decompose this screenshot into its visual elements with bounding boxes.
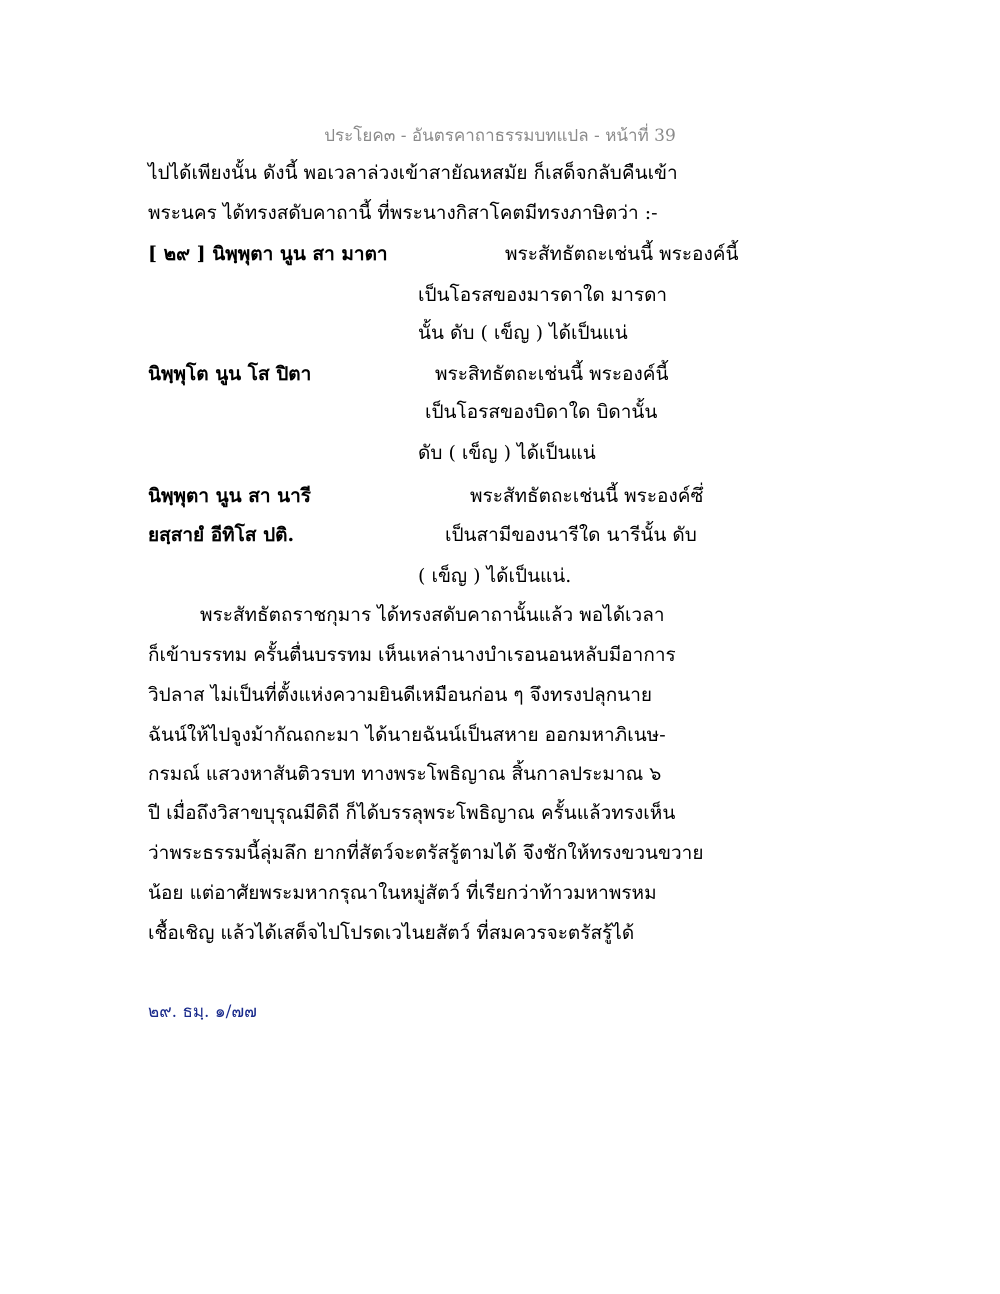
body-line-7: ว่าพระธรรมนี้ลุ่มลึก ยากที่สัตว์จะตรัสรู้ตามได้ จึงชักให้ทรงขวนขวาย: [148, 842, 704, 864]
verse-pali-3a: นิพฺพุตา นูน สา นารี: [148, 485, 311, 507]
verse-translation-1a: พระสัทธัตถะเช่นนี้ พระองค์นี้: [505, 243, 739, 265]
verse-translation-1c: นั้น ดับ ( เข็ญ ) ได้เป็นแน่: [418, 322, 628, 344]
verse-pali-2: นิพฺพุโต นูน โส ปิตา: [148, 363, 312, 385]
verse-pali-3b: ยสฺสายํ อีทิโส ปติ.: [148, 524, 295, 546]
body-line-5: กรมณ์ แสวงหาสันติวรบท ทางพระโพธิญาณ สิ้นกาลประมาณ ๖: [148, 763, 662, 785]
body-line-6: ปี เมื่อถึงวิสาขบุรุณมีดิถี ก็ได้บรรลุพระโพธิญาณ ครั้นแล้วทรงเห็น: [148, 802, 676, 824]
verse-translation-3c: ( เข็ญ ) ได้เป็นแน่.: [418, 565, 572, 587]
verse-pali-1: [ ๒๙ ] นิพฺพุตา นูน สา มาตา: [148, 243, 388, 265]
verse-translation-2a: พระสิทธัตถะเช่นนี้ พระองค์นี้: [435, 363, 669, 385]
body-line-3: วิปลาส ไม่เป็นที่ตั้งแห่งความยินดีเหมือนก่อน ๆ จึงทรงปลุกนาย: [148, 684, 653, 706]
intro-line-1: ไปได้เพียงนั้น ดังนี้ พอเวลาล่วงเข้าสายัณหสมัย ก็เสด็จกลับคืนเข้า: [148, 162, 678, 184]
verse-translation-3b: เป็นสามีของนารีใด นารีนั้น ดับ: [445, 524, 697, 546]
page-header: ประโยค๓ - อันตรคาถาธรรมบทแปล - หน้าที่ 39: [324, 126, 676, 146]
intro-line-2: พระนคร ได้ทรงสดับคาถานี้ ที่พระนางกิสาโคตมีทรงภาษิตว่า :-: [148, 202, 658, 224]
verse-translation-2c: ดับ ( เข็ญ ) ได้เป็นแน่: [418, 442, 596, 464]
verse-translation-3a: พระสัทธัตถะเช่นนี้ พระองค์ซึ่: [470, 485, 704, 507]
body-line-1: พระสัทธัตถราชกุมาร ได้ทรงสดับคาถานั้นแล้ว พอได้เวลา: [200, 604, 665, 626]
verse-translation-1b: เป็นโอรสของมารดาใด มารดา: [418, 284, 668, 306]
body-line-2: ก็เข้าบรรทม ครั้นตื่นบรรทม เห็นเหล่านางบำเรอนอนหลับมีอาการ: [148, 644, 676, 666]
footnote-reference: ๒๙. ธมฺ. ๑/๗๗: [148, 1002, 257, 1022]
body-line-8: น้อย แต่อาศัยพระมหากรุณาในหมู่สัตว์ ที่เรียกว่าท้าวมหาพรหม: [148, 882, 657, 904]
verse-translation-2b: เป็นโอรสของบิดาใด บิดานั้น: [425, 401, 658, 423]
body-line-4: ฉันน์ให้ไปจูงม้ากัณถกะมา ได้นายฉันน์เป็นสหาย ออกมหาภิเนษ-: [148, 724, 666, 746]
body-line-9: เชื้อเชิญ แล้วได้เสด็จไปโปรดเวไนยสัตว์ ที่สมควรจะตรัสรู้ได้: [148, 922, 635, 944]
